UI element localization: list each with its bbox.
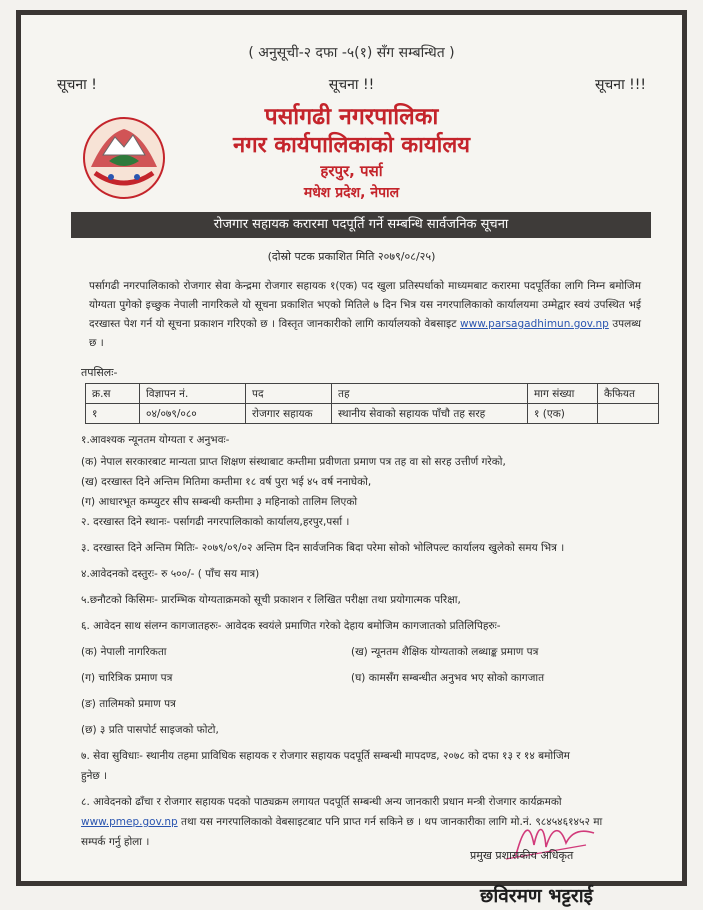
table-header: कैफियत bbox=[598, 384, 659, 404]
attachment-item: (घ) कामसँग सम्बन्धीत अनुभव भए सोको कागजात bbox=[351, 672, 545, 684]
selection-method: ५.छनौटको किसिमः- प्रारम्भिक योग्यताक्रमको सूची प्रकाशन र लिखित परीक्षा तथा प्रयोगात्मक परिक्षा, bbox=[81, 594, 461, 606]
attachments-heading: ६. आवेदन साथ संलग्न कागजातहरुः- आवेदक स्वयंले प्रमाणित गरेको देहाय बमोजिम कागजातको प्रतिलिपिहरुः- bbox=[81, 620, 501, 632]
misc-line: सम्पर्क गर्नु होला । bbox=[81, 836, 150, 848]
table-cell: ०४/०७९/०८० bbox=[140, 404, 246, 424]
pmep-link[interactable]: www.pmep.gov.np bbox=[81, 816, 178, 828]
table-header: क्र.स bbox=[86, 384, 140, 404]
website-link[interactable]: www.parsagadhimun.gov.np bbox=[460, 318, 609, 330]
misc-line: ८. आवेदनको ढाँचा र रोजगार सहायक पदको पाठ्यक्रम लगायत पदपूर्ति सम्बन्धी अन्य जानकारी प्रधान मन्त्री रोजगार कार्यक्रमको bbox=[81, 796, 562, 808]
office-name: नगर कार्यपालिकाको कार्यालय bbox=[233, 133, 470, 158]
intro-paragraph bbox=[89, 277, 641, 353]
table-header-row bbox=[86, 384, 659, 404]
application-fee: ४.आवेदनको दस्तुरः- रु ५००/- ( पाँच सय मात्र) bbox=[81, 568, 260, 580]
notice-title-banner: रोजगार सहायक करारमा पदपूर्ति गर्ने सम्बन्धि सार्वजनिक सूचना bbox=[71, 212, 651, 238]
apply-place: २. दरखास्त दिने स्थानः- पर्सागढी नगरपालिकाको कार्यालय,हरपुर,पर्सा । bbox=[81, 516, 350, 528]
qualification-item: (ख) दरखास्त दिने अन्तिम मितिमा कम्तीमा १८ वर्ष पुरा भई ४५ वर्ष ननाघेको, bbox=[81, 476, 372, 488]
table-header: माग संख्या bbox=[528, 384, 598, 404]
attachment-item: (क) नेपाली नागरिकता bbox=[81, 646, 167, 658]
table-row bbox=[86, 404, 659, 424]
municipality-name: पर्सागढी नगरपालिका bbox=[264, 104, 439, 130]
details-label: तपसिलः- bbox=[81, 366, 118, 379]
office-province: मधेश प्रदेश, नेपाल bbox=[303, 185, 400, 201]
annex-header: ( अनुसूची-२ दफा -५(१) सँग सम्बन्धित ) bbox=[248, 45, 455, 61]
table-cell: १ (एक) bbox=[528, 404, 598, 424]
signatory-title: प्रमुख प्रशासकीय अधिकृत bbox=[470, 849, 574, 862]
published-date: (दोस्रो पटक प्रकाशित मिति २०७९/०८/२५) bbox=[267, 250, 436, 263]
qualification-item: (ग) आधारभूत कम्प्युटर सीप सम्बन्धी कम्तीमा ३ महिनाको तालिम लिएको bbox=[81, 496, 358, 508]
table-header: पद bbox=[246, 384, 332, 404]
qualification-item: (क) नेपाल सरकारबाट मान्यता प्राप्त शिक्षण संस्थाबाट कम्तीमा प्रवीणता प्रमाण पत्र तह वा सो सरह उत्तीर्ण गरेको, bbox=[81, 456, 506, 468]
notice-document bbox=[16, 10, 687, 886]
table-cell: रोजगार सहायक bbox=[246, 404, 332, 424]
intro-suffix: उपलब्ध छ । bbox=[89, 318, 641, 349]
attachment-item: (ङ) तालिमको प्रमाण पत्र bbox=[81, 698, 176, 710]
deadline: ३. दरखास्त दिने अन्तिम मितिः- २०७९/०९/०२ अन्तिम दिन सार्वजनिक बिदा परेमा सोको भोलिपल्ट कार्यालय खुलेको समय भित्र । bbox=[81, 542, 565, 554]
notice-label-left: सूचना ! bbox=[57, 77, 97, 93]
intro-text: पर्सागढी नगरपालिकाको रोजगार सेवा केन्द्रमा रोजगार सहायक १(एक) पद खुला प्रतिस्पर्धाको माध्यमबाट करारमा पदपूर्तिका लागि निम्न बमोजिम योग्यता पुगेको इच्छुक नेपाली नागरिकले यो सूचना प्रकाशित भएको मितिले ७ दिन भित्र यस नगरपालिकाको कार्यालयमा उम्मेद्वार स्वयं उपस्थित भई दरखास्त पेश गर्न यो सूचना प्रकाशन गरिएको छ । विस्तृत जानकारीको लागि कार्यालयको वेबसाइट bbox=[89, 280, 641, 330]
vacancy-table bbox=[85, 383, 659, 424]
table-cell: स्थानीय सेवाको सहायक पाँचौ तह सरह bbox=[332, 404, 528, 424]
notice-label-right: सूचना !!! bbox=[594, 77, 646, 93]
facilities-line: हुनेछ । bbox=[81, 770, 108, 782]
misc-text: तथा यस नगरपालिकाको वेबसाइटबाट पनि प्राप्त गर्न सकिने छ । थप जानकारीका लागि मो.नं. ९८४५४६१४५२ मा bbox=[180, 816, 603, 828]
attachment-item: (ख) न्यूनतम शैक्षिक योग्यताको लब्धाङ्क प्रमाण पत्र bbox=[351, 646, 539, 658]
table-cell: १ bbox=[86, 404, 140, 424]
table-cell bbox=[598, 404, 659, 424]
facilities-line: ७. सेवा सुविधाः- स्थानीय तहमा प्राविधिक सहायक र रोजगार सहायक पदपूर्ति सम्बन्धी मापदण्ड, २०७८ को दफा १३ र १४ बमोजिम bbox=[81, 750, 570, 762]
table-header: तह bbox=[332, 384, 528, 404]
notice-label-center: सूचना !! bbox=[328, 77, 375, 93]
attachment-item: (ग) चारित्रिक प्रमाण पत्र bbox=[81, 672, 173, 684]
qualification-heading: १.आवश्यक न्यूनतम योग्यता र अनुभवः- bbox=[81, 434, 230, 446]
attachment-item: (छ) ३ प्रति पासपोर्ट साइजको फोटो, bbox=[81, 724, 219, 736]
signatory-name: छविरमण भट्टराई bbox=[480, 885, 593, 907]
office-address: हरपुर, पर्सा bbox=[320, 162, 383, 180]
table-header: विज्ञापन नं. bbox=[140, 384, 246, 404]
